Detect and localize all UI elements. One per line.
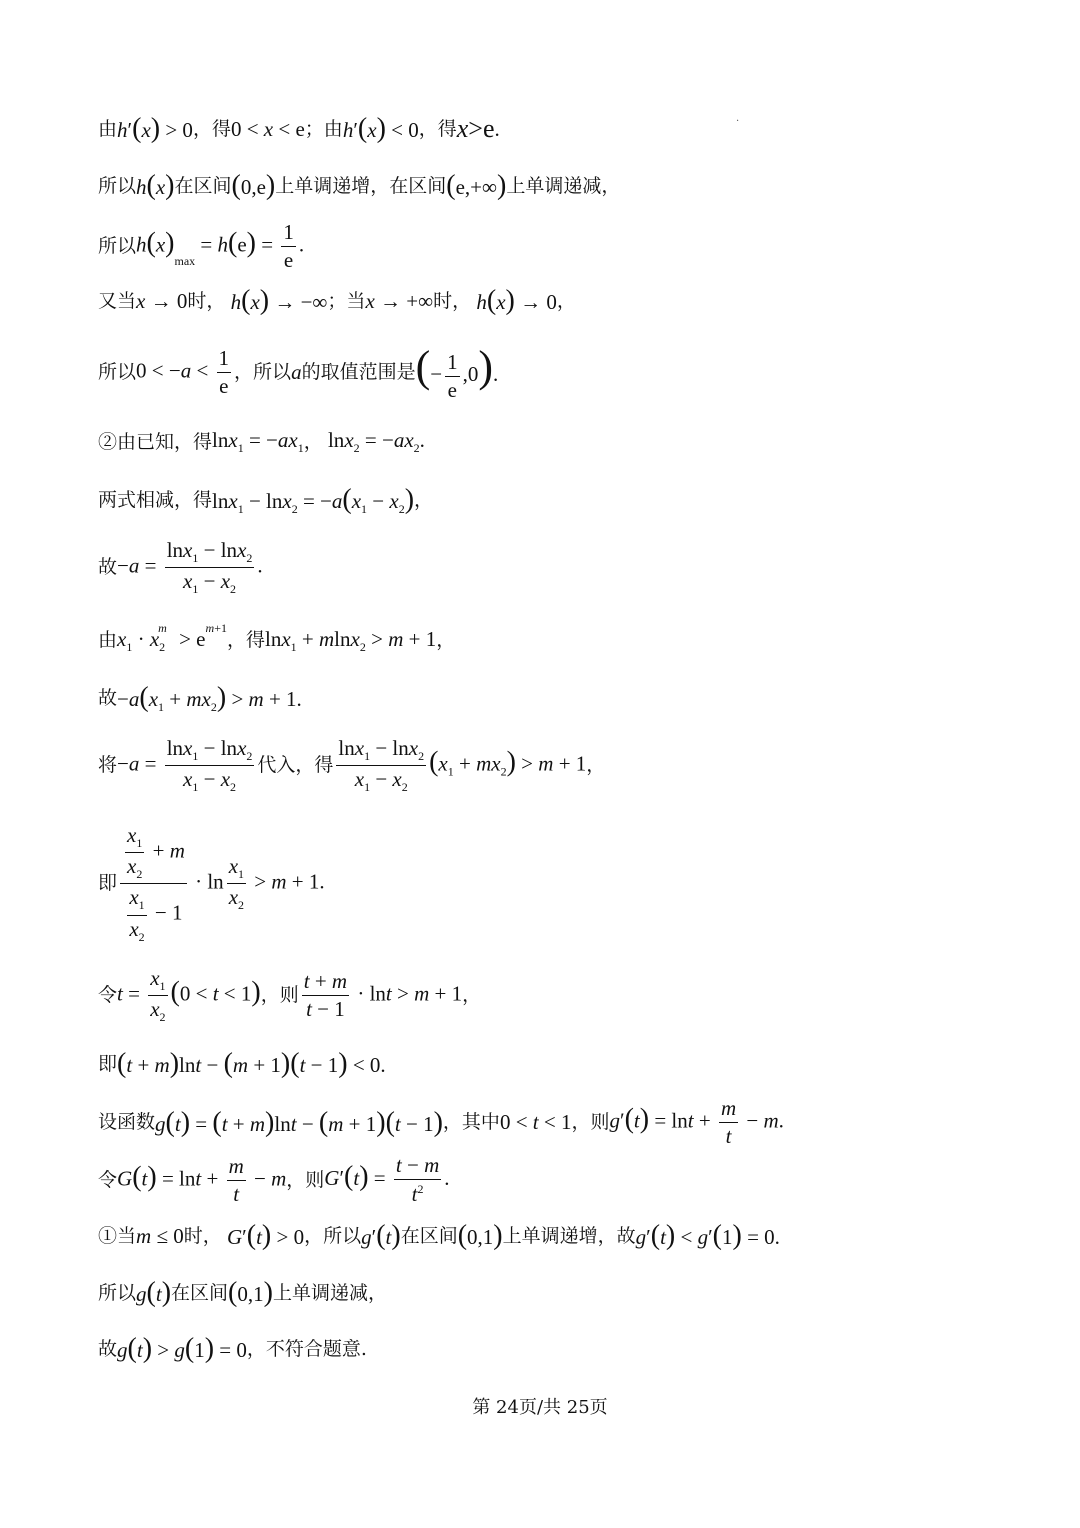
text: 由 <box>98 629 118 652</box>
text: ， <box>556 289 576 312</box>
math: G(t) = lnt + $\frac{m}{t}$ − m <box>117 1153 287 1206</box>
text: 所以 <box>98 1281 137 1304</box>
text: 的取值范围是 <box>301 361 416 384</box>
line-3 <box>98 222 304 271</box>
math: (e,+∞) <box>446 170 507 201</box>
math: $h(x)_{max} = h(e)$ = $\frac{1}{e}$ . <box>136 220 305 272</box>
math: h′(x) < 0 <box>342 113 419 144</box>
math: (t + m)lnt − (m + 1)(t − 1) < 0. <box>117 1048 386 1079</box>
line-13 <box>98 968 481 1023</box>
line-2 <box>98 172 620 200</box>
math: $\frac{\ln x_1 - \ln x_2}{x_1 - x_2}$ $(x_1 + mx_2) > m + 1$ <box>338 736 587 795</box>
text: 在区间 <box>171 1281 229 1304</box>
text: ， <box>586 754 606 777</box>
text: 即 <box>98 872 118 895</box>
text: 时， <box>433 289 472 312</box>
math: $-a(x_1 + mx_2) > m + 1$. <box>117 682 302 715</box>
line-6 <box>98 430 425 454</box>
page-footer: 第 24页/共 25页 <box>472 1397 608 1418</box>
text: 设函数 <box>98 1111 156 1133</box>
math: −a = $\frac{\ln x_1 - \ln x_2}{x_1 - x_2}$ <box>117 736 253 795</box>
math: m ≤ 0 <box>136 1223 184 1248</box>
math: g′(t) < g′(1) = 0. <box>635 1220 780 1251</box>
text: 将 <box>98 754 118 777</box>
math: h(x) <box>136 170 175 201</box>
math: g′(t) <box>361 1220 401 1251</box>
math: G′(t) = $\frac{t - m}{t^2}$ . <box>324 1153 450 1206</box>
line-16 <box>98 1155 449 1205</box>
text: 由 <box>98 117 118 140</box>
text: 上单调递减， <box>506 174 621 197</box>
text: 时， <box>183 1224 222 1247</box>
text: ，则 <box>286 1168 325 1191</box>
line-19 <box>98 1335 367 1363</box>
math: (0,e) <box>231 170 276 201</box>
line-5 <box>98 342 499 402</box>
text: ， <box>462 984 482 1007</box>
math: h′(x) > 0 <box>117 113 193 144</box>
text: ，所以 <box>304 1224 362 1247</box>
math: t = $\frac{x_1}{x_2}$ (0 < t < 1) <box>117 966 261 1025</box>
line-15 <box>98 1098 784 1147</box>
math: 0 < t < 1 <box>499 1110 572 1134</box>
text: 时， <box>187 289 226 312</box>
math: (0,1) <box>228 1277 273 1308</box>
text: ，不符合题意. <box>246 1337 367 1360</box>
text: 两式相减，得 <box>98 489 213 512</box>
text: ；当 <box>327 289 366 312</box>
text: ，得 <box>192 117 231 140</box>
text: 所以 <box>98 361 137 384</box>
text: 即 <box>98 1052 118 1075</box>
math: $\frac{t + m}{t - 1}$ · lnt > m + 1 <box>303 969 463 1022</box>
line-4 <box>98 287 576 315</box>
math: x>e <box>456 114 495 143</box>
math: (0,1) <box>457 1220 503 1251</box>
math: 0 < x < e <box>230 116 305 141</box>
text: 在区间 <box>400 1224 458 1247</box>
text: ， <box>436 629 456 652</box>
text: ，其中 <box>442 1111 500 1133</box>
text: 所以 <box>98 174 137 197</box>
line-10 <box>98 684 302 713</box>
math: $\ln x_2 = -ax_2$. <box>322 428 425 456</box>
text: ， <box>303 430 323 453</box>
line-7 <box>98 486 433 515</box>
line-11 <box>98 738 605 793</box>
text: ， <box>414 489 434 512</box>
math: a <box>291 360 302 385</box>
math: g(t) = (t + m)lnt − (m + 1)(t − 1) <box>155 1106 443 1138</box>
math: lnx$_1$ + mlnx$_2$ > m + 1 <box>264 626 437 654</box>
text: ②由已知，得 <box>98 430 213 453</box>
math: $\frac{x_1}{x_2}$ + m $\frac{x_1}{x_2}$ − 1 · ln $\frac{x_1}{x_2}$ > m + 1. <box>117 825 325 943</box>
text: ，则 <box>571 1111 610 1133</box>
math: 0 < −a < $\frac{1}{e}$ <box>136 346 230 399</box>
line-18 <box>98 1279 387 1307</box>
line-17 <box>98 1222 780 1250</box>
line-1: 由 h′(x) > 0 ，得 0 < x < e ；由 h′(x) < 0 ，得 x>e . <box>98 113 500 144</box>
text: 故 <box>98 1337 118 1360</box>
text: 在区间 <box>174 174 232 197</box>
line-9 <box>98 621 456 655</box>
text: 上单调递增，故 <box>502 1224 636 1247</box>
math: g(t) > g(1) = 0 <box>117 1333 247 1364</box>
text: 又当 <box>98 289 137 312</box>
math: $\ln x_1 = -ax_1$ <box>212 428 304 456</box>
text: 上单调递增，在区间 <box>275 174 447 197</box>
math: −a = $\frac{\ln x_1 - \ln x_2}{x_1 - x_2}$ . <box>117 538 263 597</box>
text: ，得 <box>226 629 265 652</box>
stray-mark: . <box>736 113 740 124</box>
math: x → +∞ <box>365 288 434 313</box>
math: h(x) → −∞ <box>230 285 328 316</box>
text: 代入，得 <box>257 754 334 777</box>
math: g(t) <box>136 1277 172 1308</box>
text: ，得 <box>418 117 457 140</box>
text: ，则 <box>260 984 299 1007</box>
math: h(x) → 0 <box>476 285 557 316</box>
text: 令 <box>98 984 118 1007</box>
math: x → 0 <box>136 288 188 313</box>
text: ；由 <box>304 117 343 140</box>
text: 故 <box>98 687 118 710</box>
line-14 <box>98 1050 386 1078</box>
math: $x_1 \cdot x_2^m > e^{m+1}$ <box>117 621 227 655</box>
line-8 <box>98 540 263 595</box>
math: G′(t) > 0 <box>226 1220 305 1251</box>
text: ，所以 <box>234 361 292 384</box>
line-12 <box>98 825 325 943</box>
text: 故 <box>98 556 118 579</box>
text: 令 <box>98 1168 118 1191</box>
math: g′(t) = lnt + $\frac{m}{t}$ − m. <box>609 1096 784 1148</box>
math: (− $\frac{1}{e}$ ,0). <box>415 342 499 402</box>
text: ①当 <box>98 1224 137 1247</box>
math: $\ln x_1 - \ln x_2 = -a(x_1 - x_2)$ <box>212 484 415 517</box>
text: 所以 <box>98 235 137 257</box>
text: 上单调递减， <box>272 1281 387 1304</box>
